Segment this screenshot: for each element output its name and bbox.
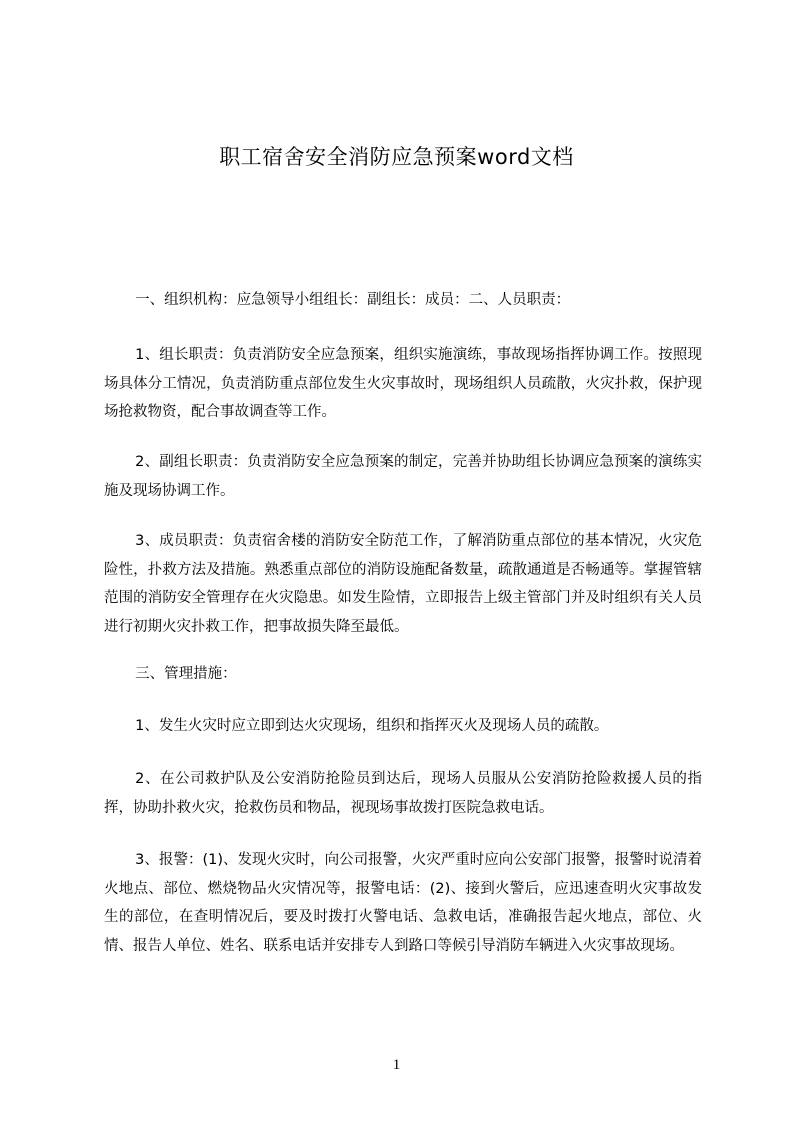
heading-management-measures: 三、管理措施： [135, 666, 237, 682]
paragraph-leader-duties: 1、组长职责：负责消防安全应急预案，组织实施演练，事故现场指挥协调工作。按照现场具体分工情况，负责消防重点部位发生火灾事故时，现场组织人员疏散，火灾扑救，保护现场抢救物资，配合事故调查等工作。 [104, 347, 702, 420]
document-title: 职工宿舍安全消防应急预案word文档 [219, 145, 574, 169]
paragraph-deputy-duties: 2、副组长职责：负责消防安全应急预案的制定，完善并协助组长协调应急预案的演练实施及现场协调工作。 [104, 454, 702, 499]
page-number: 1 [392, 1057, 401, 1073]
paragraph-measure-2: 2、在公司救护队及公安消防抢险员到达后，现场人员服从公安消防抢险救援人员的指挥，协助扑救火灾，抢救伤员和物品，视现场事故拨打医院急救电话。 [104, 771, 702, 816]
paragraph-member-duties: 3、成员职责：负责宿舍楼的消防安全防范工作，了解消防重点部位的基本情况，火灾危险性，扑救方法及措施。熟悉重点部位的消防设施配备数量，疏散通道是否畅通等。掌握管辖范围的消防安全管理存在火灾隐患。如发生险情，立即报告上级主管部门并及时组织有关人员进行初期火灾扑救工作，把事故损失降至最低。 [104, 533, 702, 635]
paragraph-measure-1: 1、发生火灾时应立即到达火灾现场，组织和指挥灭火及现场人员的疏散。 [135, 718, 609, 734]
paragraph-organization: 一、组织机构：应急领导小组组长：副组长：成员：二、人员职责： [135, 292, 571, 308]
paragraph-measure-3-alarm: 3、报警：(1)、发现火灾时，向公司报警，火灾严重时应向公安部门报警，报警时说清着火地点、部位、燃烧物品火灾情况等，报警电话：(2)、接到火警后，应迅速查明火灾事故发生的部位，在查明情况后，要及时拨打火警电话、急救电话，准确报告起火地点，部位、火情、报告人单位、姓名、联系电话并安排专人到路口等候引导消防车辆进入火灾事故现场。 [104, 852, 702, 954]
